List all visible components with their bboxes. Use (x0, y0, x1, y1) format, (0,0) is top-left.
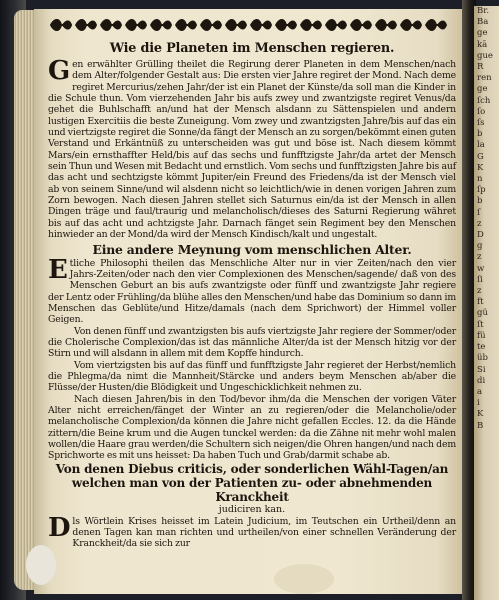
paragraph-autumn: Vom viertzigsten bis auf das fünff und funfftzigste Jahr regieret der Herbst/nemlich die Phlegma/da nimt die Mannheit/Stärcke und anders beym Menschen ab/aber die Flüsse/der Husten/die Blödigkeit und Ungeschicklichkeit nehmen zu. (48, 359, 456, 394)
paragraph-summer: Von denen fünff und zwantzigsten bis aufs viertzigste Jahr regiere der Sommer/oder die Cholerische Complexion/das ist das männliche Alter/da ist der Mensch hitzig vor der Stirn und will alsdann in allem mit dem Kopffe hindurch. (48, 325, 456, 360)
facing-page-fragment: ſch (477, 95, 491, 106)
facing-page-fragment: w (477, 263, 485, 274)
facing-page-fragment: ſi (477, 274, 483, 285)
page-text (48, 40, 456, 550)
facing-page-fragment: ſo (477, 106, 486, 117)
facing-page-fragment: fü (477, 330, 486, 341)
paragraph-four-seasons (48, 254, 456, 326)
facing-page-fragment: Br. (477, 6, 490, 16)
paragraph-four-seasons-text: tliche Philosophi theilen das Menschliche Alter nur in vier Zeiten/nach den vier Jahrs-Zeiten/oder nach den vier Complexionen des Menschen/sagende/ daß von des Menschen Geburt an bis aufs zwantzigste oder fünff und zwantzigste Jahr regiere der Lentz oder Frühling/da blühe alles den Menschen/und habe das Dominium so dann im Menschen das Geblüte/und Hitze/damals (nach dem Sprichwort) der Himmel voller Geigen. (48, 257, 456, 326)
facing-page-fragment: di (477, 375, 486, 386)
paragraph-planets (48, 56, 456, 241)
facing-page-fragment: ſ (477, 207, 481, 218)
facing-page-fragment: g (477, 241, 483, 252)
facing-page-fragment: üb (477, 353, 488, 364)
drop-cap: D (48, 512, 71, 543)
facing-page-fragment: Ba (477, 17, 489, 28)
section-title-other-opinion: Eine andere Meynung vom menschlichen Alter. (92, 241, 412, 257)
facing-page-fragment: b (477, 196, 483, 207)
facing-page-fragment: i (477, 398, 480, 409)
facing-page-edge (474, 6, 499, 600)
paper-stain (274, 564, 334, 594)
facing-page-fragment: K (477, 409, 484, 420)
fleuron-ornament-band (48, 13, 453, 37)
facing-page-fragment: B (477, 420, 484, 431)
facing-page-fragment: ſp (477, 185, 486, 196)
facing-page-fragment: ge (477, 28, 488, 39)
facing-page-fragment: ft (477, 297, 484, 308)
facing-page-fragment: z (477, 218, 482, 229)
facing-page-fragment: a (477, 386, 483, 397)
paragraph-planets-text: en erwählter Grülling theilet die Regirung derer Planeten in dem Menschen/nach dem Alter/folgender Gestalt aus: Die ersten vier Jahre regiret der Mond. Nach deme regiret Mercurius/zehen Jahr/der ist ein Planet der Künste/da soll man die Kinder in die Schule thun. Vom vierzehenden Jahr bis aufs zwey und zwantzigste regiret Venus/da gehet die Buhlschafft an/und hat der Mensch alsdann zu Sättenspielen und andern lustigen Exercitiis die beste Zuneigung. Vom zwey und zwantzigsten Jahre/bis auf das ein und viertzigste regiret die Sonne/da fängt der Mensch an zu sorgen/bekömmt einen guten Verstand und Erkäntnüß zu unterscheiden was gut und böse ist. Nach diesem kömmt Mars/ein ernsthaffter Held/bis auf das sechs und funfftzigste Jahr/da artet der Mensch sein Thun und Wesen mit Bedacht und ernstlich. Vom sechs und funfftzigsten Jahre bis auf das acht und sechtzigste kömmt Jupiter/ein Freund des Friedens/da ist der Mensch viel ab von seinem Sinne/und wil alsdenn nicht so leichtlich/wie in denen vorigen Jahren zum Zorn bewogen. Nach diesen Jahren stellet sich Saturnus ein/da ist der Mensch in allen Dingen träge und faul/traurig und melancholisch/dieses des Saturni Regierung währet bis auf das acht und achtzigste Jahr. Darnach fänget sein Regiment bey den Menschen hinwieder an der Mond/da wird der Mensch Kindisch/kalt und ungestalt. (48, 59, 456, 241)
facing-page-fragment: la (477, 140, 485, 151)
paragraph-krisis (48, 512, 456, 550)
section-title-critical-days-end: judiciren kan. (218, 503, 286, 515)
facing-page-fragment: K (477, 162, 484, 173)
drop-cap: E (48, 254, 68, 285)
facing-page-fragment: kā (477, 39, 488, 50)
facing-page-fragment: b (477, 129, 483, 140)
facing-page-fragment: ſs (477, 118, 485, 129)
paragraph-krisis-text: ls Wörtlein Krises heisset im Latein Judicium, im Teutschen ein Urtheil/denn an denen Tagen kan man richten und urtheilen/von einer schnellen Veränderung der Kranckheit/da sie sich zur (72, 515, 456, 550)
facing-page-fragment: z (477, 286, 482, 297)
facing-page-margin-text (477, 6, 499, 432)
book-page (34, 9, 468, 594)
facing-page-fragment: Si (477, 364, 486, 375)
facing-page-fragment: gue (477, 50, 493, 61)
facing-page-fragment: z (477, 252, 482, 263)
section-title-critical-days: Von denen Diebus criticis, oder sonderlichen Wähl-Tagen/an welchen man von der Patienten zu- oder abnehmenden Kranckheit (55, 461, 449, 504)
drop-cap: G (48, 56, 71, 86)
paper-damage-spot (26, 545, 56, 585)
facing-page-fragment: G (477, 151, 484, 162)
section-title-planets: Wie die Planeten im Menschen regieren. (109, 41, 395, 56)
facing-page-fragment: n (477, 174, 483, 185)
paragraph-winter: Nach diesen Jahren/bis in den Tod/bevor ihm/da die Menschen der vorigen Väter Alter nicht erreichen/fänget der Winter an zu regieren/oder die Melancholie/oder melancholische Complexion/da können die Jahre nicht gefallen Eccles. 12. da die Hände zittern/die Beine krum und die Augen tunckel werden: da die Zähne nit mehr wohl malen wollen/die Haare grau werden/die Schultern sich neigen/die Ohren hangen/und nach dem Sprichworte es mit uns heisset: Da haben Tuch und Grab/darmit schabe ab. (48, 393, 456, 462)
facing-page-fragment: ge (477, 84, 488, 95)
facing-page-fragment: R (477, 62, 484, 73)
facing-page-fragment: te (477, 342, 486, 353)
facing-page-fragment: D (477, 230, 484, 241)
facing-page-fragment: ſt (477, 319, 484, 330)
facing-page-fragment: gü (477, 308, 488, 319)
facing-page-fragment: ren (477, 73, 492, 84)
